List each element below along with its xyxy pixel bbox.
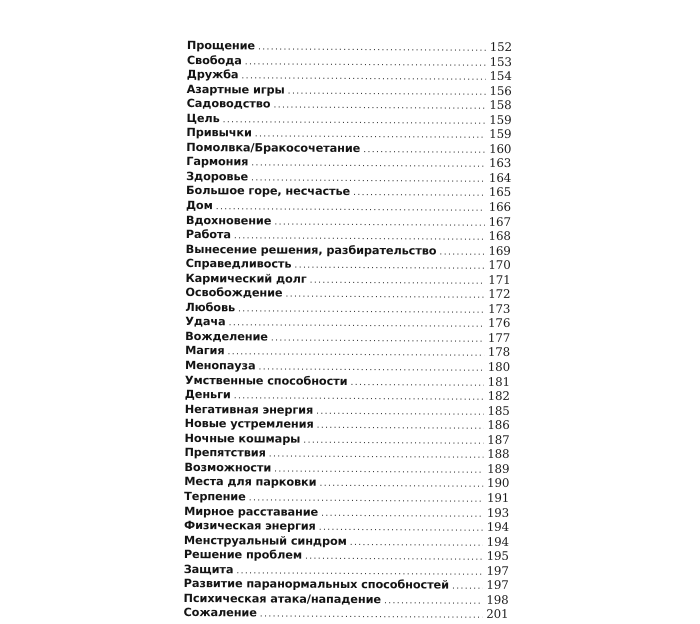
- toc-entry-title: Мирное расставание: [184, 504, 319, 519]
- toc-entry-title: Вожделение: [185, 329, 268, 344]
- toc-entry-title: Дружба: [186, 68, 239, 82]
- toc-entry-page-number: 193: [486, 505, 510, 520]
- toc-entry-page-number: 154: [489, 68, 512, 84]
- toc-entry-title: Справедливость: [185, 257, 292, 271]
- toc-entry-page-number: 168: [488, 228, 511, 244]
- toc-entry-title: Помолвка/Бракосочетание: [186, 140, 361, 155]
- toc-entry-page-number: 189: [487, 461, 510, 476]
- toc-entry-page-number: 153: [489, 54, 512, 69]
- toc-entry-page-number: 194: [486, 534, 509, 549]
- toc-entry-page-number: 158: [489, 98, 512, 113]
- toc-entry-page-number: 173: [488, 301, 511, 316]
- toc-entry-page-number: 194: [486, 519, 510, 535]
- toc-entry-title: Магия: [185, 344, 225, 358]
- toc-entry-page-number: 164: [488, 170, 512, 185]
- toc-entry-title: Физическая энергия: [183, 519, 316, 533]
- toc-entry-title: Вынесение решения, разбирательство: [185, 242, 437, 258]
- toc-entry-page-number: 180: [487, 359, 511, 375]
- table-of-contents: [183, 38, 512, 622]
- toc-entry-title: Ночные кошмары: [184, 431, 301, 446]
- toc-entry-title: Препятствия: [184, 446, 266, 460]
- toc-entry-page-number: 172: [488, 287, 511, 302]
- toc-entry-page-number: 156: [489, 83, 512, 98]
- toc-entry-page-number: 177: [487, 330, 511, 345]
- toc-entry-title: Работа: [185, 228, 231, 242]
- toc-entry-title: Защита: [183, 562, 234, 576]
- toc-entry-title: Сожаление: [183, 606, 257, 620]
- toc-entry-page-number: 178: [487, 345, 511, 360]
- toc-entry-title: Менопауза: [184, 359, 256, 373]
- toc-entry-title: Свобода: [186, 53, 242, 67]
- toc-entry-page-number: 186: [487, 418, 510, 433]
- toc-entry-page-number: 188: [487, 447, 510, 462]
- toc-entry-page-number: 165: [488, 185, 512, 200]
- toc-entry-page-number: 166: [488, 199, 512, 214]
- toc-entry-title: Деньги: [184, 388, 231, 402]
- toc-entry-page-number: 163: [488, 156, 512, 171]
- dot-leader: [260, 608, 483, 624]
- toc-entry-title: Освобождение: [185, 286, 283, 300]
- toc-entry-title: Вдохновение: [185, 213, 272, 228]
- toc-entry-title: Гармония: [186, 155, 249, 169]
- toc-entry-title: Удача: [185, 315, 226, 329]
- toc-entry-title: Здоровье: [186, 169, 249, 184]
- toc-entry-title: Психическая атака/нападение: [183, 591, 382, 606]
- toc-entry-title: Кармический долг: [185, 271, 307, 286]
- toc-entry-page-number: 181: [487, 374, 510, 389]
- toc-entry-page-number: 198: [486, 592, 509, 607]
- toc-entry-page-number: 160: [489, 141, 512, 156]
- toc-entry-page-number: 191: [486, 490, 510, 505]
- toc-entry-page-number: 159: [489, 127, 512, 142]
- toc-entry-title: Развитие паранормальных способностей: [183, 577, 449, 592]
- toc-entry-title: Цель: [186, 111, 220, 125]
- toc-entry-page-number: 201: [486, 607, 509, 622]
- toc-entry-title: Азартные игры: [186, 82, 285, 97]
- toc-entry-page-number: 182: [487, 388, 510, 404]
- toc-entry-page-number: 197: [486, 578, 509, 593]
- toc-entry-title: Менструальный синдром: [183, 533, 347, 548]
- toc-entry-title: Решение проблем: [183, 548, 303, 562]
- toc-entry-page-number: 159: [489, 112, 512, 127]
- toc-entry-title: Садоводство: [186, 97, 271, 111]
- toc-entry-page-number: 170: [488, 258, 511, 273]
- toc-entry-title: Прощение: [186, 38, 256, 53]
- toc-entry-title: Дом: [185, 199, 213, 213]
- toc-entry-title: Места для парковки: [184, 475, 317, 490]
- toc-entry-title: Новые устремления: [184, 417, 314, 431]
- toc-entry-title: Умственные способности: [184, 373, 348, 388]
- toc-entry-title: Терпение: [184, 489, 246, 504]
- toc-entry: [183, 605, 508, 622]
- toc-entry-page-number: 187: [487, 432, 510, 447]
- toc-entry-page-number: 167: [488, 214, 511, 229]
- toc-entry-page-number: 190: [487, 476, 510, 491]
- toc-entry-page-number: 176: [488, 316, 511, 331]
- toc-entry-page-number: 171: [488, 272, 511, 287]
- toc-entry-page-number: 185: [487, 403, 510, 418]
- toc-entry-page-number: 152: [489, 39, 512, 54]
- toc-entry-title: Негативная энергия: [184, 402, 314, 417]
- toc-entry-title: Большое горе, несчастье: [186, 184, 351, 199]
- toc-entry-page-number: 169: [488, 243, 511, 258]
- toc-entry-title: Привычки: [186, 126, 252, 140]
- toc-entry-page-number: 197: [486, 563, 509, 578]
- toc-entry-title: Любовь: [185, 300, 236, 315]
- toc-entry-title: Возможности: [184, 460, 272, 475]
- toc-entry-page-number: 195: [486, 548, 509, 564]
